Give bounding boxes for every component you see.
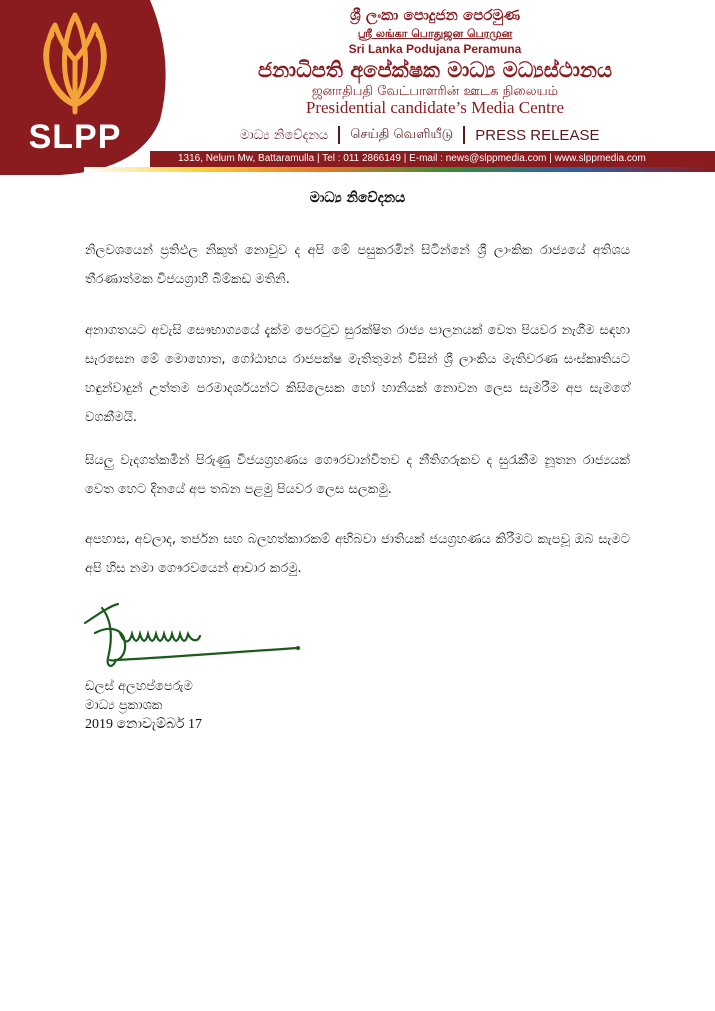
media-centre-sinhala: ජනාධිපති අපේක්ෂක මාධ්‍ය මධ්‍යස්ථානය <box>257 58 613 82</box>
signatory-name: ඩලස් අලහප්පෙරුම <box>85 679 193 694</box>
paragraph: අනාගතයට අවැසි සෞභාග්‍යයේ දැක්ම පෙරටුව සුරක්ෂිත රාජ්‍ය පාලනයක් වෙත පියවර නැගීම සඳහා සැරසෙන මේ මොහොත, ගෝඨාභය රාජපක්ෂ මැතිතුමන් විසින් ශ්‍රී ලාංකිය මැතිවරණ සංස්කෘතියට හඳුන්වාදුන් උත්තම පරමාදර්ශයන්ට කිසිලෙසක හෝ හානියක් නොවන ලෙස සැමරීම අප සැමගේ වගකීමයි. <box>85 323 630 425</box>
release-label-sinhala: මාධ්‍ය නිවේදනය <box>240 127 329 143</box>
release-label-tamil: செய்தி வெளியீடு <box>350 127 454 142</box>
divider <box>463 126 465 144</box>
media-centre-tamil: ஜனாதிபதி வேட்பாளரின் ஊடக நிலையம் <box>311 84 559 99</box>
release-label-row <box>240 126 640 144</box>
logo-wordmark: SLPP <box>28 118 122 156</box>
contact-bar: 1316, Nelum Mw, Battaramulla | Tel : 011 2866149 | E-mail : news@slppmedia.com | www.slppmedia.com <box>150 151 715 167</box>
release-label-english: PRESS RELEASE <box>475 126 600 144</box>
paragraph: අපහාස, අවලාද, තර්ජන සහ බලහත්කාරකම් අභිබවා ජාතියක් ජයග්‍රහණය කිරීමට කැපවූ ඔබ සැමට අපි හිස නමා ගෞරවයෙන් ආචාර කරමු. <box>85 532 630 576</box>
signatory-title: මාධ්‍ය ප්‍රකාශක <box>85 698 163 713</box>
paragraph: නිලවශයෙන් ප්‍රතිඵල නිකුත් නොවුව ද අපි මේ පසුකරමින් සිටින්නේ ශ්‍රී ලාංකික රාජ්‍යයේ අතිශය තීරණාත්මක විජයග්‍රාහී බිම්කඩ මතිනි. <box>85 243 630 287</box>
party-name-tamil: ஸ்ரீ லங்கா பொதுஜன பெரமுன <box>357 27 513 40</box>
paragraph: සියලු වැදගත්කමින් පිරුණු විජයග්‍රහණය ගෞරවාන්විතව ද නීතිගරුකව ද සුරැකීම නූතන රාජ්‍යයක් වෙත හෙට දිනයේ අප තබන පළමු පියවර ලෙස සලකමු. <box>85 453 630 497</box>
document-title: මාධ්‍ය නිවේදනය <box>309 190 406 206</box>
party-name-english: Sri Lanka Podujana Peramuna <box>348 42 522 56</box>
document-date: 2019 නොවැම්බර් 17 <box>85 717 203 732</box>
divider <box>338 126 340 144</box>
signature-image <box>80 598 305 676</box>
media-centre-english: Presidential candidate’s Media Centre <box>305 98 565 117</box>
color-stripe <box>84 167 715 172</box>
party-name-sinhala: ශ්‍රී ලංකා පොදුජන පෙරමුණ <box>349 6 521 24</box>
